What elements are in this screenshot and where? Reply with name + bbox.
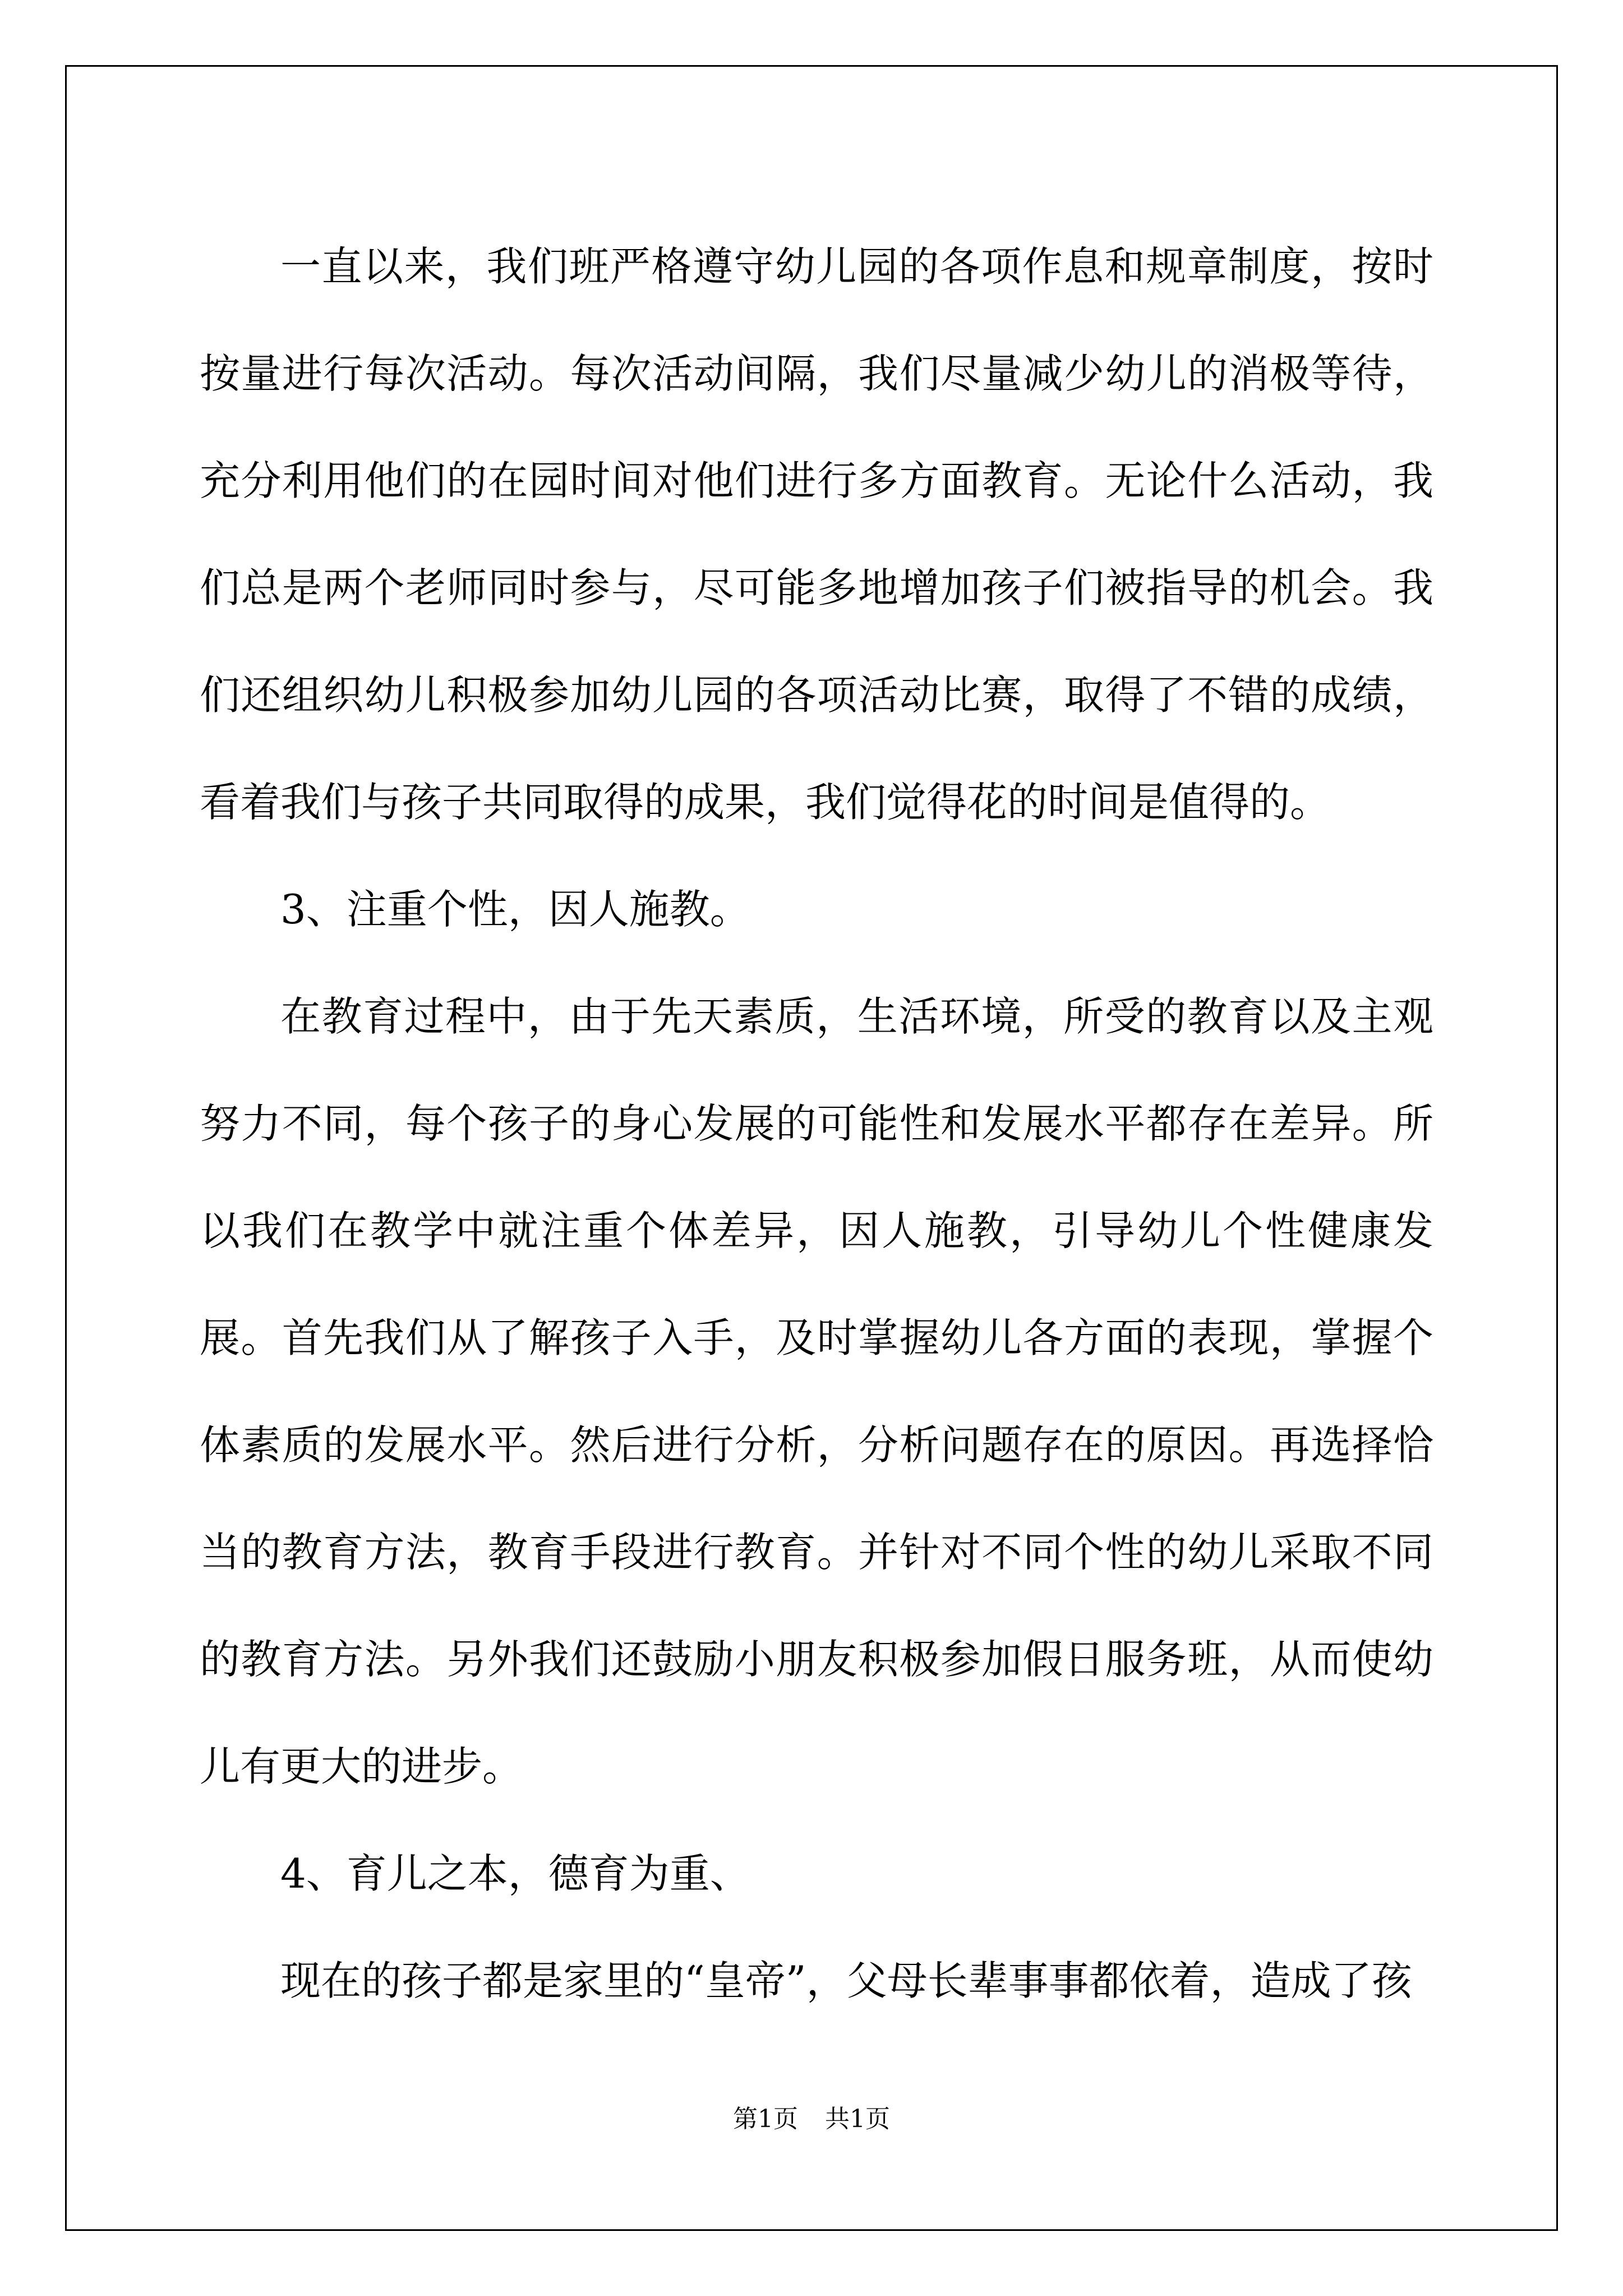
document-body [200,213,1433,2035]
page-footer [0,2102,1623,2136]
page-number: 第1页 [733,2105,798,2133]
heading-moral-education: 4、育儿之本，德育为重、 [280,1850,750,1897]
paragraph-moral-education: 现在的孩子都是家里的“皇帝”，父母长辈事事都依着，造成了孩 [280,1957,1412,2004]
paragraph-individuality: 在教育过程中，由于先天素质，生活环境，所受的教育以及主观努力不同，每个孩子的身心发展的可能性和发展水平都存在差异。所以我们在教学中就注重个体差异，因人施教，引导幼儿个性健康发展。首先我们从了解孩子入手，及时掌握幼儿各方面的表现，掌握个体素质的发展水平。然后进行分析，分析问题存在的原因。再选择恰当的教育方法，教育手段进行教育。并针对不同个性的幼儿采取不同的教育方法。另外我们还鼓励小朋友积极参加假日服务班，从而使幼儿有更大的进步。 [200,993,1433,1790]
paragraph-activities: 一直以来，我们班严格遵守幼儿园的各项作息和规章制度，按时按量进行每次活动。每次活动间隔，我们尽量减少幼儿的消极等待，充分利用他们的在园时间对他们进行多方面教育。无论什么活动，我们总是两个老师同时参与，尽可能多地增加孩子们被指导的机会。我们还组织幼儿积极参加幼儿园的各项活动比赛，取得了不错的成绩，看着我们与孩子共同取得的成果，我们觉得花的时间是值得的。 [200,243,1433,826]
heading-individuality: 3、注重个性，因人施教。 [280,886,750,933]
page-total: 共1页 [825,2105,890,2133]
